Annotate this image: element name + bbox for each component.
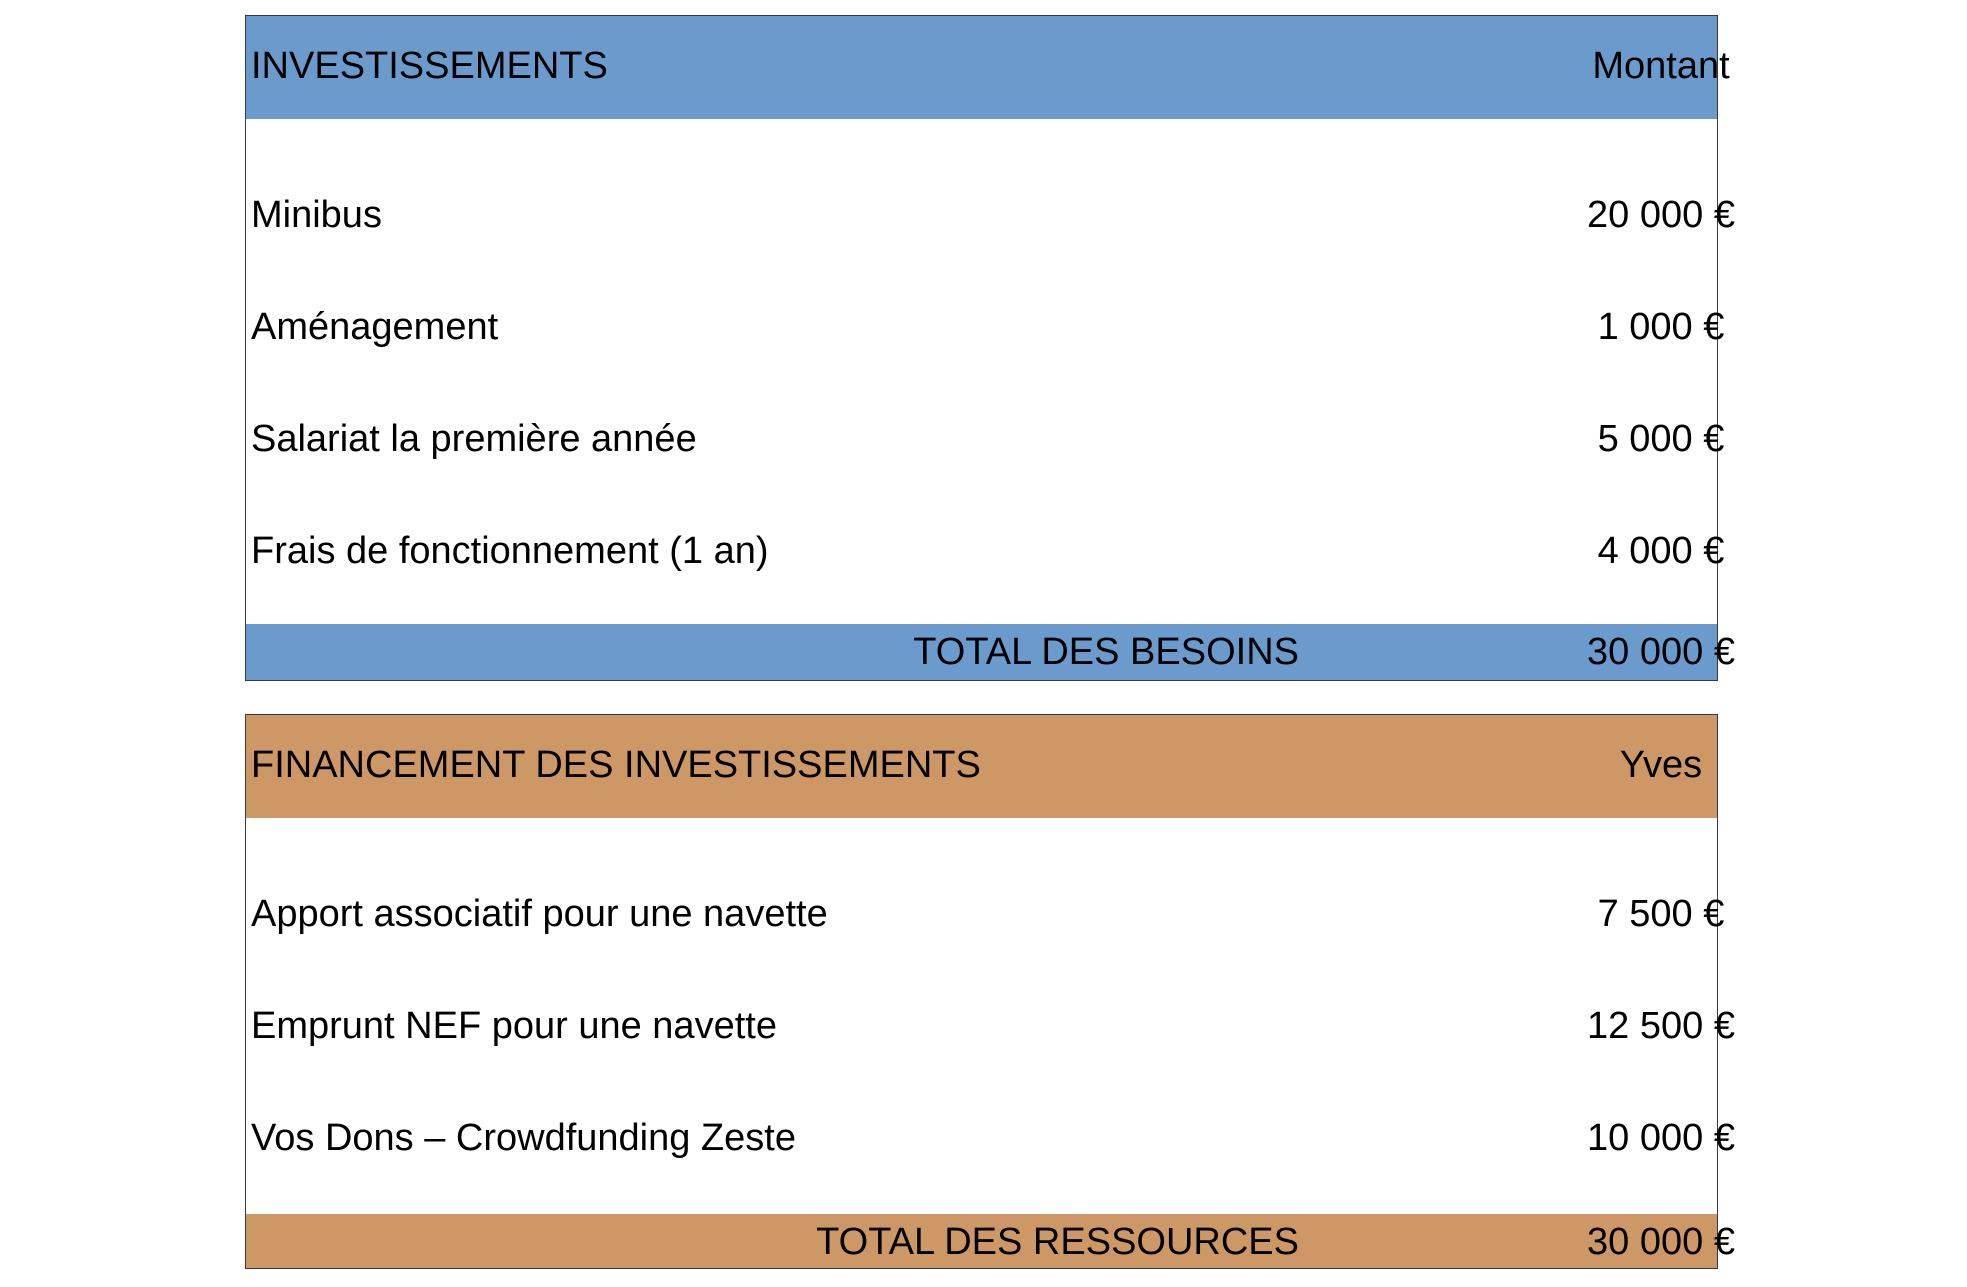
investments-header-label: INVESTISSEMENTS — [251, 45, 608, 87]
investments-table — [245, 15, 1735, 681]
investments-header-amount: Montant — [1592, 45, 1730, 87]
table-row — [246, 384, 1725, 496]
row-amount: 20 000 € — [1587, 194, 1735, 236]
financing-total-band — [246, 1214, 1735, 1268]
row-amount: 10 000 € — [1587, 1117, 1735, 1159]
row-label: Emprunt NEF pour une navette — [251, 1005, 777, 1047]
row-label: Salariat la première année — [251, 418, 697, 460]
financing-total-label: TOTAL DES RESSOURCES — [816, 1221, 1299, 1263]
investments-total-band — [246, 624, 1735, 680]
financing-header-label: FINANCEMENT DES INVESTISSEMENTS — [251, 744, 981, 786]
table-row — [246, 971, 1735, 1083]
row-label: Frais de fonctionnement (1 an) — [251, 530, 769, 572]
financing-table — [245, 714, 1735, 1269]
row-amount: 5 000 € — [1597, 418, 1725, 460]
table-row — [246, 1083, 1735, 1195]
table-row — [246, 160, 1735, 272]
table-row — [246, 859, 1725, 971]
table-row — [246, 272, 1725, 384]
row-label: Minibus — [251, 194, 382, 236]
financing-header-amount: Yves — [1619, 744, 1703, 786]
row-amount: 7 500 € — [1597, 893, 1725, 935]
table-row — [246, 496, 1725, 608]
row-label: Aménagement — [251, 306, 499, 348]
row-amount: 12 500 € — [1587, 1005, 1735, 1047]
financing-header-band — [246, 715, 1717, 818]
investments-total-amount: 30 000 € — [1587, 631, 1735, 673]
financing-total-amount: 30 000 € — [1587, 1221, 1735, 1263]
investments-header-band — [246, 16, 1730, 119]
row-amount: 1 000 € — [1597, 306, 1725, 348]
row-amount: 4 000 € — [1597, 530, 1725, 572]
row-label: Vos Dons – Crowdfunding Zeste — [251, 1117, 796, 1159]
row-label: Apport associatif pour une navette — [251, 893, 828, 935]
investments-total-label: TOTAL DES BESOINS — [913, 631, 1299, 673]
